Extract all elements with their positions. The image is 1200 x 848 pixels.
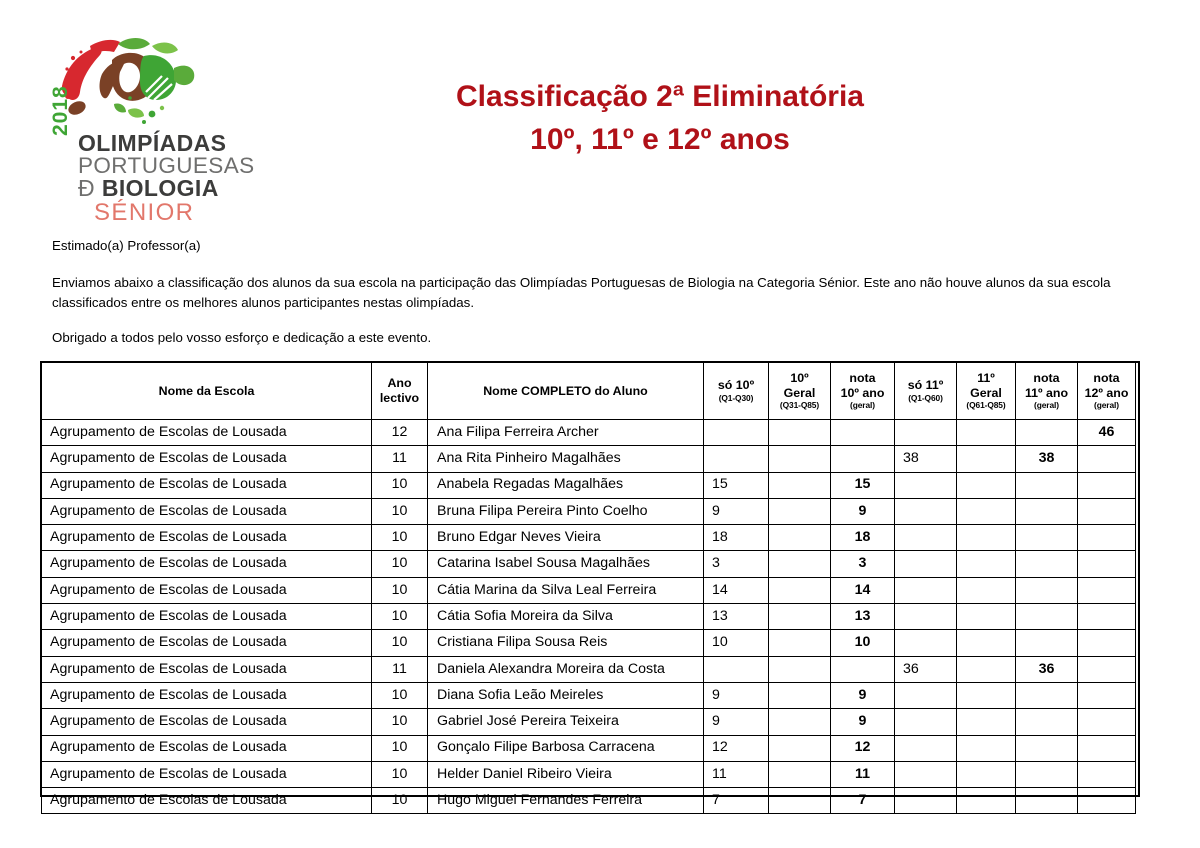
cell-nota-11: [1016, 761, 1078, 787]
cell-nota-10: [831, 656, 895, 682]
column-header-geral11-sub: (Q61-Q85): [966, 400, 1006, 411]
cell-so-10: 10: [704, 630, 769, 656]
cell-escola: Agrupamento de Escolas de Lousada: [42, 656, 372, 682]
column-header-geral11-line1: 11º: [977, 370, 995, 385]
cell-so-10: 3: [704, 551, 769, 577]
cell-geral-11: [957, 604, 1016, 630]
column-header-geral11-line2: Geral: [970, 385, 1002, 400]
cell-geral-11: [957, 551, 1016, 577]
cell-escola: Agrupamento de Escolas de Lousada: [42, 735, 372, 761]
cell-nota-10: 9: [831, 682, 895, 708]
cell-geral-10: [769, 525, 831, 551]
cell-so-10: [704, 656, 769, 682]
column-header-aluno: Nome COMPLETO do Aluno: [428, 363, 704, 420]
letter-paragraph-1: Enviamos abaixo a classificação dos alunos da sua escola na participação das Olimpíadas Portuguesas de Biologia na Categoria Sénior. Este ano não houve alunos da sua escola classificados entre os melhores alunos participantes nestas olimpíadas.: [52, 275, 1111, 310]
column-header-nota-11: [1016, 363, 1078, 420]
cell-geral-11: [957, 656, 1016, 682]
cell-nota-10: [831, 446, 895, 472]
cell-so-10: [704, 420, 769, 446]
cell-so-11: [895, 420, 957, 446]
cell-aluno: Bruna Filipa Pereira Pinto Coelho: [428, 498, 704, 524]
letter-body: [52, 236, 1148, 365]
cell-escola: Agrupamento de Escolas de Lousada: [42, 630, 372, 656]
cell-geral-11: [957, 498, 1016, 524]
cell-nota-10: 12: [831, 735, 895, 761]
cell-nota-11: [1016, 472, 1078, 498]
table-row: [42, 498, 1136, 524]
table-row: [42, 525, 1136, 551]
column-header-nota-10: [831, 363, 895, 420]
cell-nota-11: [1016, 788, 1078, 814]
column-header-so11-label: só 11º: [907, 378, 944, 393]
table-row: [42, 735, 1136, 761]
cell-nota-12: [1078, 472, 1136, 498]
table-row: [42, 551, 1136, 577]
column-header-nota11-line2: 11º ano: [1024, 385, 1069, 400]
cell-nota-12: 46: [1078, 420, 1136, 446]
cell-aluno: Catarina Isabel Sousa Magalhães: [428, 551, 704, 577]
cell-escola: Agrupamento de Escolas de Lousada: [42, 709, 372, 735]
table-row: [42, 420, 1136, 446]
logo-line-biologia: [78, 174, 255, 201]
cell-geral-10: [769, 735, 831, 761]
page-title: [300, 76, 1020, 161]
column-header-geral-11: [957, 363, 1016, 420]
cell-nota-12: [1078, 709, 1136, 735]
cell-ano-lectivo: 10: [372, 682, 428, 708]
cell-so-11: 38: [895, 446, 957, 472]
cell-nota-11: [1016, 498, 1078, 524]
cell-ano-lectivo: 10: [372, 630, 428, 656]
cell-escola: Agrupamento de Escolas de Lousada: [42, 446, 372, 472]
cell-aluno: Cátia Marina da Silva Leal Ferreira: [428, 577, 704, 603]
table-row: [42, 577, 1136, 603]
cell-nota-12: [1078, 525, 1136, 551]
cell-geral-10: [769, 577, 831, 603]
cell-nota-11: 36: [1016, 656, 1078, 682]
cell-nota-11: [1016, 577, 1078, 603]
cell-nota-12: [1078, 551, 1136, 577]
cell-so-11: [895, 761, 957, 787]
cell-ano-lectivo: 10: [372, 472, 428, 498]
cell-nota-12: [1078, 630, 1136, 656]
cell-aluno: Ana Rita Pinheiro Magalhães: [428, 446, 704, 472]
letter-salutation: Estimado(a) Professor(a): [52, 238, 201, 253]
cell-so-10: 11: [704, 761, 769, 787]
column-header-so10-sub: (Q1-Q30): [718, 392, 754, 403]
cell-aluno: Bruno Edgar Neves Vieira: [428, 525, 704, 551]
cell-ano-lectivo: 10: [372, 761, 428, 787]
table-row: [42, 656, 1136, 682]
column-header-so11-sub: (Q1-Q60): [908, 392, 943, 403]
table-header-row: [42, 363, 1136, 420]
cell-nota-10: [831, 420, 895, 446]
cell-geral-10: [769, 498, 831, 524]
opb-logo-text: [48, 85, 278, 227]
cell-nota-11: [1016, 630, 1078, 656]
cell-so-11: [895, 735, 957, 761]
cell-so-11: [895, 525, 957, 551]
cell-ano-lectivo: 10: [372, 577, 428, 603]
table-row: [42, 709, 1136, 735]
column-header-escola: Nome da Escola: [42, 363, 372, 420]
cell-geral-10: [769, 630, 831, 656]
cell-ano-lectivo: 10: [372, 551, 428, 577]
cell-geral-11: [957, 630, 1016, 656]
cell-so-11: 36: [895, 656, 957, 682]
cell-escola: Agrupamento de Escolas de Lousada: [42, 682, 372, 708]
cell-nota-12: [1078, 498, 1136, 524]
column-header-so-11: [895, 363, 957, 420]
table-row: [42, 630, 1136, 656]
cell-ano-lectivo: 10: [372, 604, 428, 630]
cell-so-10: 15: [704, 472, 769, 498]
cell-nota-12: [1078, 761, 1136, 787]
cell-nota-11: [1016, 551, 1078, 577]
column-header-geral-10: [769, 363, 831, 420]
cell-escola: Agrupamento de Escolas de Lousada: [42, 525, 372, 551]
classification-table: [41, 362, 1136, 814]
cell-nota-11: [1016, 709, 1078, 735]
cell-geral-11: [957, 446, 1016, 472]
cell-geral-11: [957, 709, 1016, 735]
cell-geral-10: [769, 709, 831, 735]
cell-nota-11: 38: [1016, 446, 1078, 472]
logo-wordmark: [78, 132, 255, 225]
column-header-nota12-line1: nota: [1093, 370, 1120, 385]
cell-so-11: [895, 604, 957, 630]
cell-nota-10: 18: [831, 525, 895, 551]
cell-nota-10: 7: [831, 788, 895, 814]
cell-geral-11: [957, 788, 1016, 814]
cell-ano-lectivo: 10: [372, 735, 428, 761]
cell-nota-12: [1078, 682, 1136, 708]
cell-geral-10: [769, 761, 831, 787]
cell-nota-11: [1016, 604, 1078, 630]
cell-nota-11: [1016, 735, 1078, 761]
cell-ano-lectivo: 10: [372, 788, 428, 814]
table-row: [42, 682, 1136, 708]
column-header-ano-line2: lectivo: [379, 391, 420, 405]
column-header-geral10-sub: (Q31-Q85): [779, 400, 820, 411]
opb-logo: [48, 34, 278, 227]
column-header-geral10-line2: Geral: [783, 385, 816, 400]
cell-aluno: Cátia Sofia Moreira da Silva: [428, 604, 704, 630]
column-header-nota12-sub: (geral): [1094, 400, 1119, 411]
cell-geral-10: [769, 551, 831, 577]
page-title-line2: 10º, 11º e 12º anos: [530, 122, 790, 156]
letter-paragraph-2: Obrigado a todos pelo vosso esforço e dedicação a este evento.: [52, 329, 432, 345]
cell-so-11: [895, 472, 957, 498]
cell-nota-10: 3: [831, 551, 895, 577]
table-row: [42, 604, 1136, 630]
column-header-so10-label: só 10º: [717, 378, 755, 393]
cell-nota-12: [1078, 604, 1136, 630]
column-header-nota-12: [1078, 363, 1136, 420]
cell-ano-lectivo: 10: [372, 709, 428, 735]
cell-nota-11: [1016, 420, 1078, 446]
logo-de-glyph: Ð: [78, 174, 96, 201]
cell-escola: Agrupamento de Escolas de Lousada: [42, 420, 372, 446]
cell-aluno: Daniela Alexandra Moreira da Costa: [428, 656, 704, 682]
cell-nota-10: 11: [831, 761, 895, 787]
cell-aluno: Cristiana Filipa Sousa Reis: [428, 630, 704, 656]
cell-so-11: [895, 630, 957, 656]
cell-so-11: [895, 498, 957, 524]
table-body: [42, 420, 1136, 814]
cell-so-10: 14: [704, 577, 769, 603]
cell-so-10: [704, 446, 769, 472]
cell-so-11: [895, 551, 957, 577]
cell-so-10: 12: [704, 735, 769, 761]
cell-geral-11: [957, 735, 1016, 761]
page-title-line1: Classificação 2ª Eliminatória: [456, 80, 864, 113]
cell-ano-lectivo: 12: [372, 420, 428, 446]
cell-so-11: [895, 788, 957, 814]
column-header-ano-lectivo: [372, 363, 428, 420]
column-header-nota11-line1: nota: [1033, 370, 1060, 385]
column-header-so-10: [704, 363, 769, 420]
cell-so-10: 9: [704, 498, 769, 524]
cell-aluno: Hugo Miguel Fernandes Ferreira: [428, 788, 704, 814]
column-header-nota10-line2: 10º ano: [840, 385, 885, 400]
cell-nota-12: [1078, 788, 1136, 814]
cell-geral-11: [957, 472, 1016, 498]
table-row: [42, 446, 1136, 472]
logo-line-olimpiadas: OLIMPÍADAS: [78, 130, 227, 156]
cell-aluno: Gabriel José Pereira Teixeira: [428, 709, 704, 735]
document-header: [0, 0, 1200, 225]
cell-so-11: [895, 577, 957, 603]
cell-geral-10: [769, 446, 831, 472]
cell-geral-11: [957, 577, 1016, 603]
cell-ano-lectivo: 11: [372, 446, 428, 472]
column-header-nota11-sub: (geral): [1034, 400, 1059, 411]
cell-escola: Agrupamento de Escolas de Lousada: [42, 472, 372, 498]
column-header-nota10-line1: nota: [849, 370, 876, 385]
cell-escola: Agrupamento de Escolas de Lousada: [42, 604, 372, 630]
cell-geral-10: [769, 788, 831, 814]
logo-biologia-word: BIOLOGIA: [101, 174, 219, 201]
cell-so-10: 9: [704, 682, 769, 708]
cell-nota-12: [1078, 446, 1136, 472]
cell-aluno: Anabela Regadas Magalhães: [428, 472, 704, 498]
column-header-nota12-line2: 12º ano: [1084, 385, 1129, 400]
cell-geral-11: [957, 525, 1016, 551]
cell-so-11: [895, 682, 957, 708]
cell-escola: Agrupamento de Escolas de Lousada: [42, 498, 372, 524]
cell-nota-11: [1016, 682, 1078, 708]
cell-geral-11: [957, 761, 1016, 787]
cell-nota-12: [1078, 656, 1136, 682]
table-row: [42, 761, 1136, 787]
cell-geral-10: [769, 604, 831, 630]
cell-nota-11: [1016, 525, 1078, 551]
cell-geral-11: [957, 682, 1016, 708]
cell-geral-10: [769, 656, 831, 682]
cell-nota-10: 14: [831, 577, 895, 603]
cell-aluno: Gonçalo Filipe Barbosa Carracena: [428, 735, 704, 761]
cell-escola: Agrupamento de Escolas de Lousada: [42, 761, 372, 787]
cell-geral-11: [957, 420, 1016, 446]
cell-escola: Agrupamento de Escolas de Lousada: [42, 788, 372, 814]
cell-nota-10: 13: [831, 604, 895, 630]
cell-nota-12: [1078, 577, 1136, 603]
cell-geral-10: [769, 420, 831, 446]
column-header-ano-line1: Ano: [387, 376, 412, 391]
table-row: [42, 788, 1136, 814]
cell-ano-lectivo: 11: [372, 656, 428, 682]
cell-nota-10: 15: [831, 472, 895, 498]
cell-nota-10: 10: [831, 630, 895, 656]
cell-so-11: [895, 709, 957, 735]
logo-line-senior: SÉNIOR: [94, 199, 195, 227]
cell-aluno: Diana Sofia Leão Meireles: [428, 682, 704, 708]
cell-aluno: Ana Filipa Ferreira Archer: [428, 420, 704, 446]
cell-ano-lectivo: 10: [372, 525, 428, 551]
cell-geral-10: [769, 682, 831, 708]
cell-so-10: 9: [704, 709, 769, 735]
opb-logo-mark-icon: [56, 34, 196, 129]
cell-aluno: Helder Daniel Ribeiro Vieira: [428, 761, 704, 787]
logo-year: 2018: [49, 85, 72, 136]
cell-so-10: 7: [704, 788, 769, 814]
table-row: [42, 472, 1136, 498]
cell-geral-10: [769, 472, 831, 498]
cell-nota-10: 9: [831, 498, 895, 524]
logo-line-portuguesas: PORTUGUESAS: [78, 152, 255, 178]
cell-so-10: 18: [704, 525, 769, 551]
cell-escola: Agrupamento de Escolas de Lousada: [42, 551, 372, 577]
cell-so-10: 13: [704, 604, 769, 630]
cell-ano-lectivo: 10: [372, 498, 428, 524]
cell-nota-12: [1078, 735, 1136, 761]
cell-escola: Agrupamento de Escolas de Lousada: [42, 577, 372, 603]
column-header-geral10-line1: 10º: [790, 370, 809, 385]
column-header-nota10-sub: (geral): [850, 400, 875, 411]
cell-nota-10: 9: [831, 709, 895, 735]
